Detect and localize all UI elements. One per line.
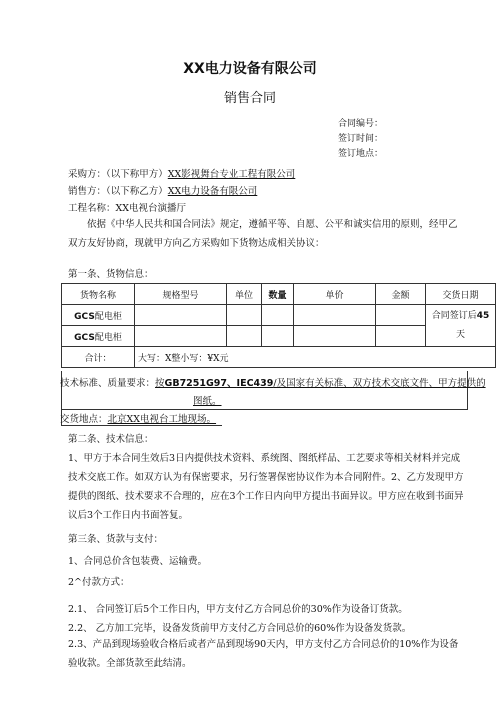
tech-line-1 xyxy=(60,375,486,389)
article1-title: 第一条、货物信息： xyxy=(68,269,154,280)
project-name: XX电视台演播厅 xyxy=(115,203,187,214)
goods-name-cell xyxy=(62,305,135,326)
tech-standard-2: IEC439 xyxy=(236,378,274,389)
header-delivery-date: 交货日期 xyxy=(426,284,496,305)
unit-price-cell xyxy=(294,305,376,326)
tech-line-2: 图纸。 xyxy=(193,396,222,407)
tech-label: 技术标准、质量要求： xyxy=(60,378,156,389)
delivery-days: 45 xyxy=(476,310,490,321)
tech-value xyxy=(155,378,486,389)
goods-model: GCS xyxy=(74,311,95,322)
total-label: 合计： xyxy=(62,347,135,368)
tech-standard-1: GB7251G97 xyxy=(164,378,228,389)
article3-title: 第三条、货款与支付： xyxy=(68,534,164,545)
unit-cell xyxy=(227,326,262,347)
buyer-name: XX影视舞台专业工程有限公司 xyxy=(167,169,296,180)
goods-table xyxy=(61,283,496,368)
document-title: 销售合同 xyxy=(223,91,276,106)
buyer-line xyxy=(68,166,295,180)
article2-text: 1、甲方于本合同生效后3日内提供技术资料、系统图、图纸样品、工艺要求等相关材料并完成技术交底工作。如双方认为有保密要求，另行签署保密协议作为本合同附件。2、乙方发现甲方提供的图纸、技术要求不合理的，应在3个工作日内向甲方提出书面异议。甲方应在收到书面异议后3个工作日内书面答复。 xyxy=(68,453,464,521)
goods-table-header xyxy=(62,284,496,305)
total-row xyxy=(62,347,496,368)
delivery-unit: 天 xyxy=(455,329,465,340)
sign-place-label: 签订地点： xyxy=(338,149,384,159)
delivery-date-cell xyxy=(426,305,496,347)
goods-type: 配电柜 xyxy=(94,311,122,322)
payment-item-1: 2.1、 合同签订后5个工作日内，甲方支付乙方合同总价的30%作为设备订货款。 xyxy=(68,604,408,615)
seller-label: 销售方：（以下称乙方） xyxy=(68,186,168,197)
tech-value-rest: /及国家有关标准、双方技术交底文件、甲方提供的 xyxy=(273,378,486,389)
tech-separator: 、 xyxy=(227,378,237,389)
payment-item-2: 2.2、 乙方加工完毕，设备发货前甲方支付乙方合同总价的60%作为设备发货款。 xyxy=(68,623,412,634)
unit-price-cell xyxy=(294,326,376,347)
seller-line xyxy=(68,183,257,197)
goods-type: 配电柜 xyxy=(94,332,122,343)
total-value: 大写：X整小写：¥X元 xyxy=(135,347,496,368)
header-unit-price: 单价 xyxy=(294,284,376,305)
header-quantity: 数量 xyxy=(262,284,294,305)
quantity-cell xyxy=(262,305,294,326)
seller-name: XX电力设备有限公司 xyxy=(167,186,258,197)
header-unit: 单位 xyxy=(227,284,262,305)
intro-paragraph: 依据《中华人民共和国合同法》规定，遵循平等、自愿、公平和诚实信用的原则，经甲乙双方友好协商，现就甲方向乙方采购如下货物达成相关协议： xyxy=(68,219,458,249)
header-goods-name: 货物名称 xyxy=(62,284,135,305)
amount-cell xyxy=(376,305,426,326)
delivery-place-value: 北京XX电视台工地现场。 xyxy=(107,414,217,425)
article3-item2: 2^付款方式： xyxy=(68,577,130,588)
delivery-place-label: 交货地点： xyxy=(60,414,108,425)
buyer-label: 采购方：（以下称甲方） xyxy=(68,169,168,180)
company-name: XX电力设备有限公司 xyxy=(183,61,317,77)
project-line xyxy=(68,200,186,214)
header-spec: 规格型号 xyxy=(135,284,227,305)
payment-item-3: 2.3、产品到现场验收合格后或者产品到现场90天内，甲方支付乙方合同总价的10%作为设备验收款。全部货款至此结清。 xyxy=(68,639,459,669)
tech-standard-box xyxy=(60,371,486,410)
sign-time-label: 签订时间： xyxy=(338,134,384,144)
amount-cell xyxy=(376,326,426,347)
delivery-place-line xyxy=(60,411,216,425)
project-label: 工程名称： xyxy=(68,203,116,214)
article2-title: 第二条、技术信息： xyxy=(68,434,154,445)
spec-cell xyxy=(135,326,227,347)
delivery-prefix: 合同签订后 xyxy=(431,310,477,321)
goods-model: GCS xyxy=(74,332,95,343)
header-amount: 金额 xyxy=(376,284,426,305)
unit-cell xyxy=(227,305,262,326)
delivery-place-box xyxy=(61,409,222,426)
quantity-cell xyxy=(262,326,294,347)
goods-name-cell xyxy=(62,326,135,347)
tech-prefix: 按 xyxy=(155,378,165,389)
table-row xyxy=(62,305,496,326)
contract-no-label: 合同编号： xyxy=(338,119,384,129)
spec-cell xyxy=(135,305,227,326)
article3-item1: 1、合同总价含包装费、运输费。 xyxy=(68,556,208,567)
